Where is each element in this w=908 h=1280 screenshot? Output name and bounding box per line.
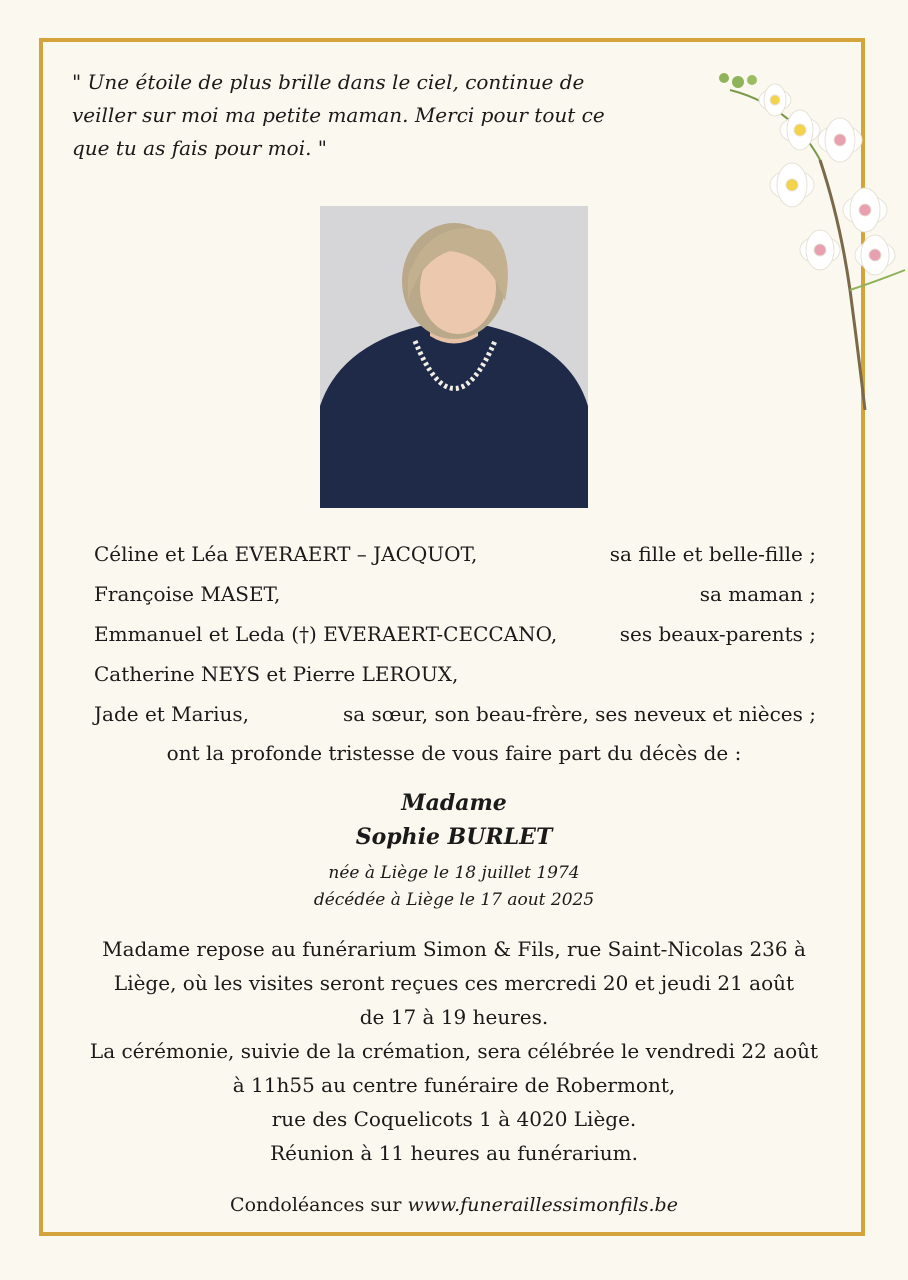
quote-line: que tu as fais pour moi. " <box>72 136 327 160</box>
family-relation: sa fille et belle-fille ; <box>609 542 816 566</box>
quote-line: veiller sur moi ma petite maman. Merci pour tout ce <box>72 103 605 127</box>
family-relation: ses beaux-parents ; <box>619 622 816 646</box>
info-line: Réunion à 11 heures au funérarium. <box>270 1141 638 1165</box>
announcement-text: ont la profonde tristesse de vous faire part du décès de : <box>166 741 742 765</box>
info-line: La cérémonie, suivie de la crémation, sera célébrée le vendredi 22 août <box>89 1039 819 1063</box>
condolences-line <box>0 1190 908 1220</box>
deceased-name: Sophie BURLET <box>355 824 553 850</box>
family-names: Jade et Marius, <box>94 702 250 726</box>
family-relation: sa maman ; <box>699 582 816 606</box>
family-row <box>94 694 816 734</box>
quote-line: " Une étoile de plus brille dans le ciel, continue de <box>72 70 585 94</box>
family-relation: sa sœur, son beau-frère, ses neveux et nièces ; <box>342 702 816 726</box>
death-date: décédée à Liège le 17 aout 2025 <box>313 890 595 910</box>
info-line: Liège, où les visites seront reçues ces mercredi 20 et jeudi 21 août <box>113 971 795 995</box>
family-names: Emmanuel et Leda (†) EVERAERT-CECCANO, <box>94 622 558 646</box>
family-row <box>94 534 816 574</box>
info-line: rue des Coquelicots 1 à 4020 Liège. <box>271 1107 637 1131</box>
orchid-flower-icon <box>700 60 908 420</box>
family-names: Catherine NEYS et Pierre LEROUX, <box>94 662 459 686</box>
family-row <box>94 614 816 654</box>
family-row <box>94 574 816 614</box>
condolences-prefix: Condoléances sur <box>230 1194 402 1216</box>
birth-date: née à Liège le 18 juillet 1974 <box>328 863 580 883</box>
family-row <box>94 654 816 694</box>
info-line: Madame repose au funérarium Simon & Fils, rue Saint-Nicolas 236 à <box>102 937 806 961</box>
deceased-title: Madame <box>401 790 507 816</box>
info-line: de 17 à 19 heures. <box>359 1005 549 1029</box>
condolences-link[interactable]: www.funeraillessimonfils.be <box>407 1194 678 1216</box>
info-line: à 11h55 au centre funéraire de Robermont, <box>232 1073 676 1097</box>
portrait-photo <box>320 206 588 508</box>
family-names: Françoise MASET, <box>94 582 281 606</box>
funeral-info <box>0 932 908 1170</box>
family-names: Céline et Léa EVERAERT – JACQUOT, <box>94 542 478 566</box>
family-list <box>94 534 816 734</box>
memorial-quote <box>72 66 612 165</box>
